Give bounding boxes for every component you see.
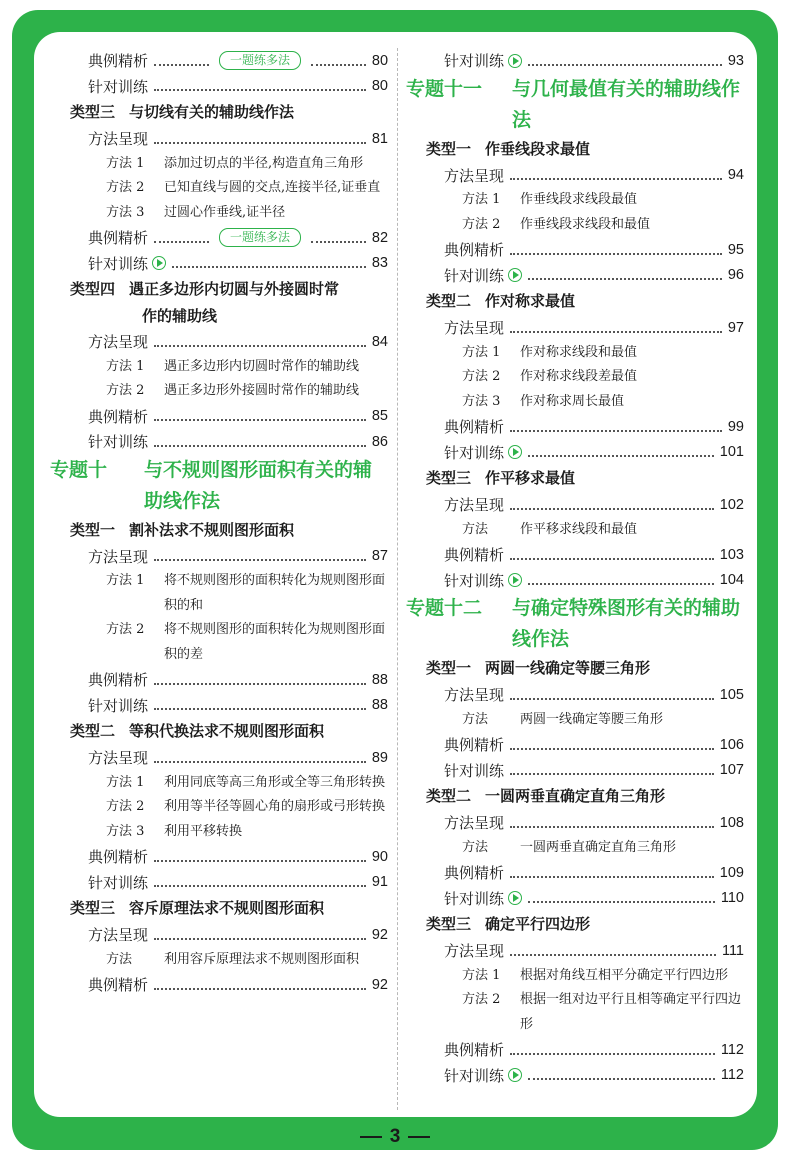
method-item <box>406 964 744 989</box>
method-label: 方法 1 <box>462 192 501 207</box>
page-number: 93 <box>727 52 744 69</box>
toc-entry[interactable] <box>40 404 388 430</box>
dot-leader <box>154 89 366 91</box>
toc-entry[interactable] <box>406 758 744 784</box>
dot-leader <box>510 253 722 255</box>
type-heading <box>40 718 388 745</box>
video-play-icon[interactable] <box>508 573 522 587</box>
toc-entry[interactable] <box>40 922 388 948</box>
page-number: 80 <box>371 52 389 69</box>
method-text: 利用平移转换 <box>164 823 243 839</box>
type-name: 割补法求不规则图形面积 <box>129 520 295 539</box>
toc-entry[interactable] <box>406 1063 744 1089</box>
page-number: 81 <box>371 130 388 147</box>
entry-label: 方法呈现 <box>88 547 149 566</box>
type-name: 确定平行四边形 <box>485 915 591 933</box>
method-text: 利用同底等高三角形或全等三角形转换 <box>164 774 386 790</box>
method-item <box>40 618 388 667</box>
entry-label: 方法呈现 <box>88 926 149 945</box>
dot-leader <box>154 761 366 763</box>
method-item <box>40 948 388 973</box>
method-text: 添加过切点的半径,构造直角三角形 <box>164 155 364 171</box>
toc-entry[interactable] <box>40 693 388 719</box>
dot-leader <box>510 698 714 700</box>
entry-label: 典例精析 <box>88 671 149 690</box>
dot-leader <box>510 331 722 333</box>
topic-heading <box>40 455 388 517</box>
method-item <box>406 836 744 861</box>
method-label: 方法 <box>462 839 489 855</box>
type-heading <box>406 465 744 492</box>
dot-leader <box>311 64 366 66</box>
entry-label: 方法呈现 <box>88 333 149 352</box>
page-number: 86 <box>371 433 388 450</box>
entry-label: 针对训练 <box>444 443 505 462</box>
method-item <box>40 795 388 820</box>
dot-leader <box>154 345 366 347</box>
entry-label: 典例精析 <box>444 546 505 565</box>
topic-number: 专题十 <box>50 458 108 481</box>
method-text: 作对称求线段差最值 <box>520 369 638 384</box>
dot-leader <box>172 266 366 268</box>
dot-leader <box>528 901 715 903</box>
dot-leader <box>154 64 209 66</box>
topic-number: 专题十一 <box>406 77 483 100</box>
type-number: 类型一 <box>426 659 472 677</box>
page-number: 104 <box>719 572 744 589</box>
page-number: 82 <box>371 229 389 246</box>
method-item <box>406 708 744 733</box>
method-item <box>40 176 388 201</box>
method-label: 方法 <box>462 521 489 537</box>
toc-entry[interactable] <box>40 74 388 100</box>
dot-leader <box>528 583 714 585</box>
right-column <box>406 48 744 1088</box>
method-label: 方法 2 <box>462 369 501 384</box>
type-heading <box>40 517 388 544</box>
column-divider <box>397 48 398 1110</box>
method-text: 遇正多边形内切圆时常作的辅助线 <box>164 358 360 374</box>
toc-entry[interactable] <box>406 732 744 758</box>
toc-entry[interactable] <box>406 414 744 440</box>
toc-entry[interactable] <box>406 938 744 964</box>
entry-label: 典例精析 <box>444 418 505 437</box>
entry-label: 方法呈现 <box>444 319 505 338</box>
dot-leader <box>154 708 366 710</box>
type-number: 类型一 <box>426 139 472 158</box>
entry-label: 针对训练 <box>444 761 505 780</box>
dot-leader <box>510 1053 715 1055</box>
dot-leader <box>154 241 209 243</box>
topic-number: 专题十二 <box>406 597 483 619</box>
type-heading <box>40 895 388 922</box>
method-label: 方法 3 <box>106 204 145 220</box>
multi-method-badge: 一题练多法 <box>219 51 301 70</box>
entry-label: 典例精析 <box>88 229 149 248</box>
method-item <box>40 355 388 380</box>
type-heading <box>406 655 744 682</box>
multi-method-badge: 一题练多法 <box>219 228 301 247</box>
page-number: 107 <box>719 762 744 779</box>
type-heading <box>40 276 388 303</box>
method-item <box>406 365 744 390</box>
method-item <box>40 771 388 796</box>
toc-entry[interactable] <box>406 263 744 289</box>
method-text: 两圆一线确定等腰三角形 <box>520 711 664 727</box>
type-number: 类型三 <box>70 103 116 121</box>
dot-leader <box>154 885 366 887</box>
type-number: 类型四 <box>70 280 116 298</box>
page-number: 85 <box>371 408 388 425</box>
toc-entry[interactable] <box>40 329 388 355</box>
page-number: 83 <box>371 255 388 272</box>
type-name: 容斥原理法求不规则图形面积 <box>129 899 325 917</box>
toc-entry[interactable] <box>40 870 388 896</box>
method-label: 方法 2 <box>462 992 501 1007</box>
method-text: 已知直线与圆的交点,连接半径,证垂直 <box>164 180 381 195</box>
type-name: 作平移求最值 <box>485 469 576 487</box>
method-item <box>406 188 744 213</box>
dot-leader <box>154 860 366 862</box>
method-label: 方法 1 <box>106 155 145 171</box>
entry-label: 方法呈现 <box>444 942 505 961</box>
toc-entry[interactable] <box>40 972 388 998</box>
method-text: 作垂线段求线段最值 <box>520 192 638 207</box>
page-number: 101 <box>719 444 744 461</box>
method-item <box>40 152 388 177</box>
entry-label: 典例精析 <box>88 976 149 995</box>
entry-label: 针对训练 <box>444 52 505 71</box>
page-number: 112 <box>720 1067 744 1084</box>
method-item <box>406 988 744 1037</box>
entry-label: 方法呈现 <box>444 496 505 515</box>
type-name: 遇正多边形内切圆与外接圆时常 <box>129 280 340 298</box>
method-text: 根据一组对边平行且相等确定平行四边形 <box>520 992 742 1032</box>
method-item <box>406 390 744 415</box>
dot-leader <box>154 142 366 144</box>
entry-label: 典例精析 <box>88 848 149 867</box>
page-number: 80 <box>371 78 388 95</box>
topic-heading <box>406 593 744 655</box>
dot-leader <box>510 178 722 180</box>
type-name: 等积代换法求不规则图形面积 <box>129 722 325 740</box>
type-name: 一圆两垂直确定直角三角形 <box>485 787 666 805</box>
type-number: 类型三 <box>70 899 116 917</box>
entry-label: 方法呈现 <box>444 686 505 705</box>
type-name: 两圆一线确定等腰三角形 <box>485 659 651 677</box>
dot-leader <box>154 559 366 561</box>
type-heading <box>406 911 744 938</box>
method-item <box>40 379 388 404</box>
type-heading <box>40 99 388 126</box>
dot-leader <box>154 445 366 447</box>
page-number: 112 <box>720 1041 744 1058</box>
page-number: 110 <box>720 890 744 907</box>
dot-leader <box>510 430 722 432</box>
page-number: 105 <box>719 686 744 703</box>
method-text: 作对称求周长最值 <box>520 393 625 409</box>
type-heading <box>406 783 744 810</box>
method-label: 方法 1 <box>462 967 501 983</box>
dot-leader <box>510 876 714 878</box>
entry-label: 针对训练 <box>444 571 505 590</box>
type-heading <box>406 136 744 163</box>
type-number: 类型二 <box>426 292 472 310</box>
toc-entry[interactable] <box>40 251 388 277</box>
method-label: 方法 2 <box>106 622 145 637</box>
toc-entry[interactable] <box>406 810 744 836</box>
dot-leader <box>510 954 716 956</box>
dot-leader <box>154 988 366 990</box>
entry-label: 典例精析 <box>444 1041 505 1060</box>
entry-label: 针对训练 <box>444 889 505 908</box>
entry-label: 典例精析 <box>88 407 149 426</box>
page-number: 95 <box>727 241 744 258</box>
dot-leader <box>311 241 366 243</box>
method-item <box>40 201 388 226</box>
toc-entry[interactable] <box>406 163 744 189</box>
page-number: 102 <box>719 496 744 513</box>
video-play-icon[interactable] <box>508 1068 522 1082</box>
page-number: 91 <box>371 874 388 891</box>
toc-entry[interactable] <box>406 492 744 518</box>
method-label: 方法 3 <box>106 823 145 839</box>
entry-label: 方法呈现 <box>88 749 149 768</box>
type-number: 类型三 <box>426 469 472 487</box>
page-number: 92 <box>371 976 388 993</box>
page-number: 97 <box>727 319 744 336</box>
toc-entry[interactable] <box>40 48 388 74</box>
page-number: 94 <box>727 167 744 184</box>
video-play-icon[interactable] <box>508 445 522 459</box>
method-label: 方法 1 <box>106 774 145 790</box>
type-name: 作对称求最值 <box>485 292 576 310</box>
dot-leader <box>154 938 366 940</box>
toc-entry[interactable] <box>40 544 388 570</box>
method-label: 方法 1 <box>106 573 145 588</box>
type-number: 类型二 <box>70 722 116 740</box>
page-number: 92 <box>371 926 388 943</box>
method-item <box>40 820 388 845</box>
page-number: 103 <box>719 546 744 563</box>
toc-entry[interactable] <box>40 844 388 870</box>
toc-entry[interactable] <box>406 860 744 886</box>
method-text: 作垂线段求线段和最值 <box>520 216 651 232</box>
video-play-icon[interactable] <box>508 891 522 905</box>
topic-title: 与不规则图形面积有关的辅助线作法 <box>144 458 373 512</box>
toc-entry[interactable] <box>406 568 744 594</box>
dot-leader <box>154 419 366 421</box>
entry-label: 针对训练 <box>444 266 505 285</box>
toc-entry[interactable] <box>406 440 744 466</box>
entry-label: 针对训练 <box>88 77 149 96</box>
method-text: 作对称求线段和最值 <box>520 344 638 360</box>
entry-label: 典例精析 <box>444 736 505 755</box>
entry-label: 针对训练 <box>88 433 149 452</box>
toc-entry[interactable] <box>406 237 744 263</box>
entry-label: 方法呈现 <box>444 814 505 833</box>
page-number: 111 <box>721 942 744 959</box>
type-number: 类型三 <box>426 915 472 933</box>
page-number: 108 <box>719 814 744 831</box>
type-heading-continued: 作的辅助线 <box>142 307 218 325</box>
dot-leader <box>528 455 714 457</box>
page-number: 3 <box>389 1126 401 1147</box>
type-heading <box>406 288 744 315</box>
method-text: 将不规则图形的面积转化为规则图形面积的差 <box>164 622 386 662</box>
page-number: 89 <box>371 749 388 766</box>
toc-entry[interactable] <box>40 745 388 771</box>
toc-entry[interactable] <box>406 682 744 708</box>
dot-leader <box>154 683 366 685</box>
page-number: 84 <box>371 333 388 350</box>
method-label: 方法 3 <box>462 393 501 409</box>
entry-label: 方法呈现 <box>88 130 149 149</box>
method-label: 方法 2 <box>106 383 145 398</box>
method-text: 利用容斥原理法求不规则图形面积 <box>164 951 360 967</box>
method-text: 过圆心作垂线,证半径 <box>164 204 286 220</box>
topic-heading <box>406 74 744 136</box>
method-text: 利用等半径等圆心角的扇形或弓形转换 <box>164 799 386 814</box>
toc-entry[interactable] <box>40 225 388 251</box>
method-text: 作平移求线段和最值 <box>520 521 638 537</box>
toc-entry[interactable] <box>406 886 744 912</box>
entry-label: 典例精析 <box>444 241 505 260</box>
toc-entry[interactable] <box>406 542 744 568</box>
entry-label: 典例精析 <box>444 864 505 883</box>
page-number: 90 <box>371 848 388 865</box>
type-number: 类型一 <box>70 520 116 539</box>
video-play-icon[interactable] <box>508 54 522 68</box>
entry-label: 针对训练 <box>88 873 149 892</box>
topic-title: 与确定特殊图形有关的辅助线作法 <box>512 597 741 650</box>
method-item <box>406 518 744 543</box>
page-number: 87 <box>371 548 388 565</box>
entry-label: 典例精析 <box>88 52 149 71</box>
toc-entry[interactable] <box>406 1037 744 1063</box>
method-label: 方法 1 <box>106 358 145 374</box>
method-label: 方法 2 <box>462 216 501 232</box>
dot-leader <box>510 826 714 828</box>
dot-leader <box>510 748 714 750</box>
dot-leader <box>528 64 722 66</box>
video-play-icon[interactable] <box>152 256 166 270</box>
page-number: 106 <box>719 736 744 753</box>
method-item <box>40 569 388 618</box>
page-number: 109 <box>719 864 744 881</box>
dot-leader <box>528 278 722 280</box>
left-column <box>40 48 388 998</box>
type-name: 作垂线段求最值 <box>485 139 591 158</box>
dot-leader <box>510 773 714 775</box>
method-label: 方法 <box>462 711 489 727</box>
video-play-icon[interactable] <box>508 268 522 282</box>
page-number: 88 <box>371 697 388 714</box>
dot-leader <box>510 558 714 560</box>
method-label: 方法 2 <box>106 799 145 814</box>
toc-entry[interactable] <box>40 429 388 455</box>
method-text: 根据对角线互相平分确定平行四边形 <box>520 967 729 983</box>
entry-label: 方法呈现 <box>444 166 505 185</box>
method-label: 方法 2 <box>106 180 145 195</box>
method-item <box>406 213 744 238</box>
dot-leader <box>510 508 714 510</box>
method-text: 将不规则图形的面积转化为规则图形面积的和 <box>164 573 386 613</box>
entry-label: 针对训练 <box>88 254 149 273</box>
page-footer <box>0 1126 790 1148</box>
toc-entry[interactable] <box>40 126 388 152</box>
dot-leader <box>528 1078 715 1080</box>
entry-label: 针对训练 <box>88 696 149 715</box>
toc-entry[interactable] <box>406 48 744 74</box>
toc-entry[interactable] <box>40 667 388 693</box>
toc-entry[interactable] <box>406 315 744 341</box>
method-label: 方法 1 <box>462 344 501 360</box>
page-number: 96 <box>727 267 744 284</box>
topic-title: 与几何最值有关的辅助线作法 <box>512 77 741 131</box>
method-label: 方法 <box>106 951 133 967</box>
type-name: 与切线有关的辅助线作法 <box>129 103 295 121</box>
method-text: 遇正多边形外接圆时常作的辅助线 <box>164 383 360 398</box>
method-text: 一圆两垂直确定直角三角形 <box>520 839 677 855</box>
entry-label: 针对训练 <box>444 1066 505 1085</box>
page-number: 88 <box>371 671 388 688</box>
type-number: 类型二 <box>426 787 472 805</box>
method-item <box>406 341 744 366</box>
page-number: 99 <box>727 418 744 435</box>
